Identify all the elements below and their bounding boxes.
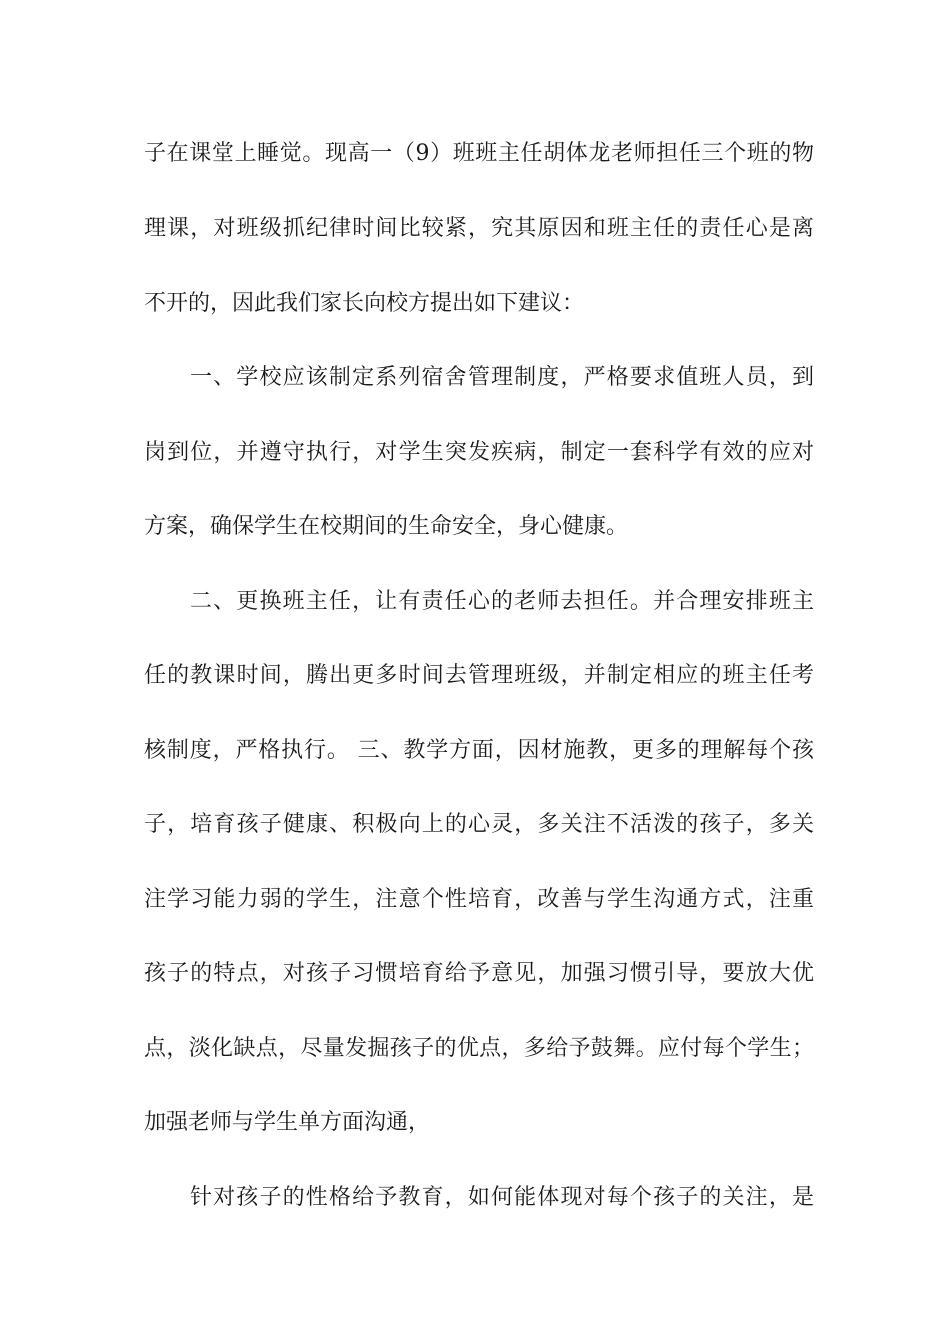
paragraph-line: 子在课堂上睡觉。现高一（9）班班主任胡体龙老师担任三个班的物 — [144, 141, 814, 166]
paragraph-line: 注学习能力弱的学生，注意个性培育，改善与学生沟通方式，注重 — [144, 887, 814, 912]
paragraph-line: 岗到位，并遵守执行，对学生突发疾病，制定一套科学有效的应对 — [144, 440, 814, 465]
paragraph-line: 核制度，严格执行。 三、教学方面，因材施教，更多的理解每个孩 — [144, 738, 814, 763]
paragraph-line: 一、学校应该制定系列宿舍管理制度，严格要求值班人员，到 — [190, 365, 814, 390]
paragraph-line: 不开的，因此我们家长向校方提出如下建议： — [144, 291, 585, 316]
paragraph-line: 方案，确保学生在校期间的生命安全，身心健康。 — [144, 514, 629, 539]
paragraph-line: 子，培育孩子健康、积极向上的心灵，多关注不活泼的孩子，多关 — [144, 812, 814, 837]
paragraph-line: 任的教课时间，腾出更多时间去管理班级，并制定相应的班主任考 — [144, 663, 814, 688]
paragraph-line: 点，淡化缺点，尽量发掘孩子的优点，多给予鼓舞。应付每个学生； — [144, 1036, 814, 1061]
paragraph-line: 孩子的特点，对孩子习惯培育给予意见，加强习惯引导，要放大优 — [144, 961, 814, 986]
paragraph-line: 理课，对班级抓纪律时间比较紧，究其原因和班主任的责任心是离 — [144, 216, 814, 241]
paragraph-line: 二、更换班主任，让有责任心的老师去担任。并合理安排班主 — [190, 589, 814, 614]
paragraph-line: 针对孩子的性格给予教育，如何能体现对每个孩子的关注，是 — [190, 1185, 814, 1210]
paragraph-line: 加强老师与学生单方面沟通， — [144, 1110, 431, 1135]
